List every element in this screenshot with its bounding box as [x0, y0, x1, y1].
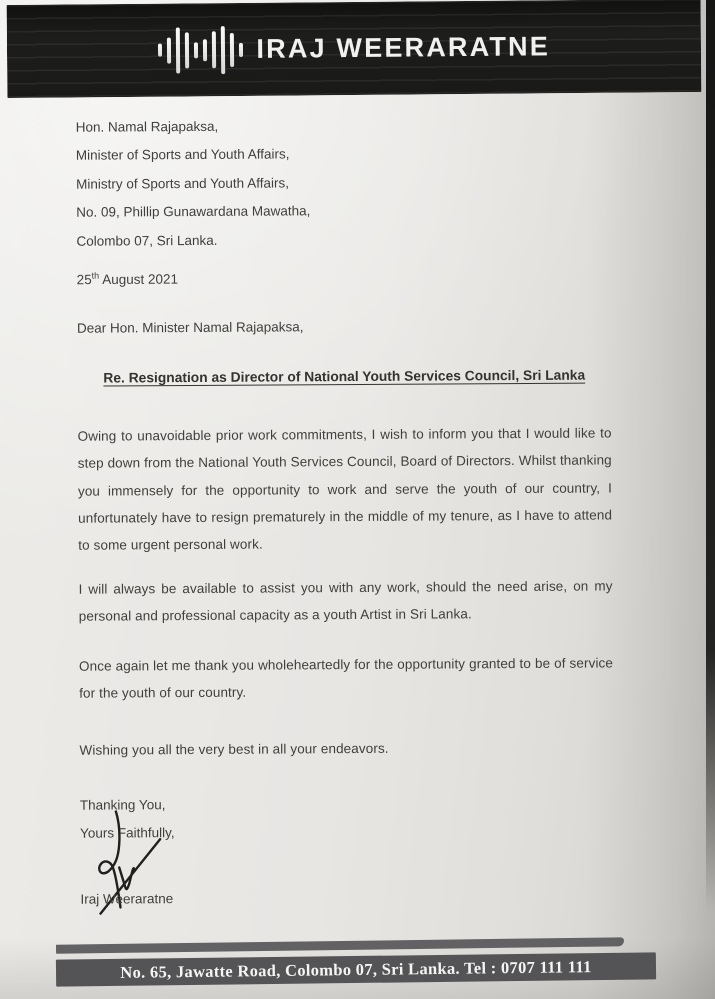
recipient-line: Hon. Namal Rajapaksa, — [75, 118, 219, 135]
closing-line: Thanking You, — [79, 797, 166, 813]
letter-date — [77, 267, 611, 287]
date-month-year: August 2021 — [99, 271, 179, 288]
recipient-line: Minister of Sports and Youth Affairs, — [75, 146, 290, 164]
brand-name: IRAJ WEERARATNE — [256, 31, 551, 64]
subject-line: Re. Resignation as Director of National Youth Services Council, Sri Lanka — [103, 367, 586, 386]
closing-line: Yours Faithfully, — [79, 824, 175, 841]
date-ordinal: th — [91, 270, 100, 281]
recipient-line: Colombo 07, Sri Lanka. — [76, 232, 218, 249]
body-paragraph-3: Once again let me thank you wholeheartedly for the opportunity granted to be of service for the youth of our country. — [78, 655, 614, 702]
recipient-line: No. 09, Phillip Gunawardana Mawatha, — [76, 203, 311, 220]
body-paragraph-4: Wishing you all the very best in all your endeavors. — [79, 740, 389, 758]
recipient-line: Ministry of Sports and Youth Affairs, — [76, 175, 289, 192]
body-paragraph-2: I will always be available to assist you with any work, should the need arise, on my personal and professional capacity as a youth Artist in Sri Lanka. — [78, 578, 613, 625]
date-day: 25 — [76, 272, 92, 288]
footer-contact-text: No. 65, Jawatte Road, Colombo 07, Sri Lanka. Tel : 0707 111 111 — [120, 956, 592, 982]
salutation: Dear Hon. Minister Namal Rajapaksa, — [76, 319, 304, 336]
signer-name: Iraj Weeraratne — [80, 891, 174, 907]
body-paragraph-1: Owing to unavoidable prior work commitments, I wish to inform you that I would like to step down from the National Youth Services Council, Board of Directors. Whilst thanking you immensely for the opportunity to work and serve the youth of our country, I unfortunately have to resign prematurely in the middle of my tenure, as I have to attend to some urgent personal work. — [77, 425, 613, 553]
recipient-address — [76, 110, 611, 255]
photo-background-edge — [706, 0, 715, 929]
